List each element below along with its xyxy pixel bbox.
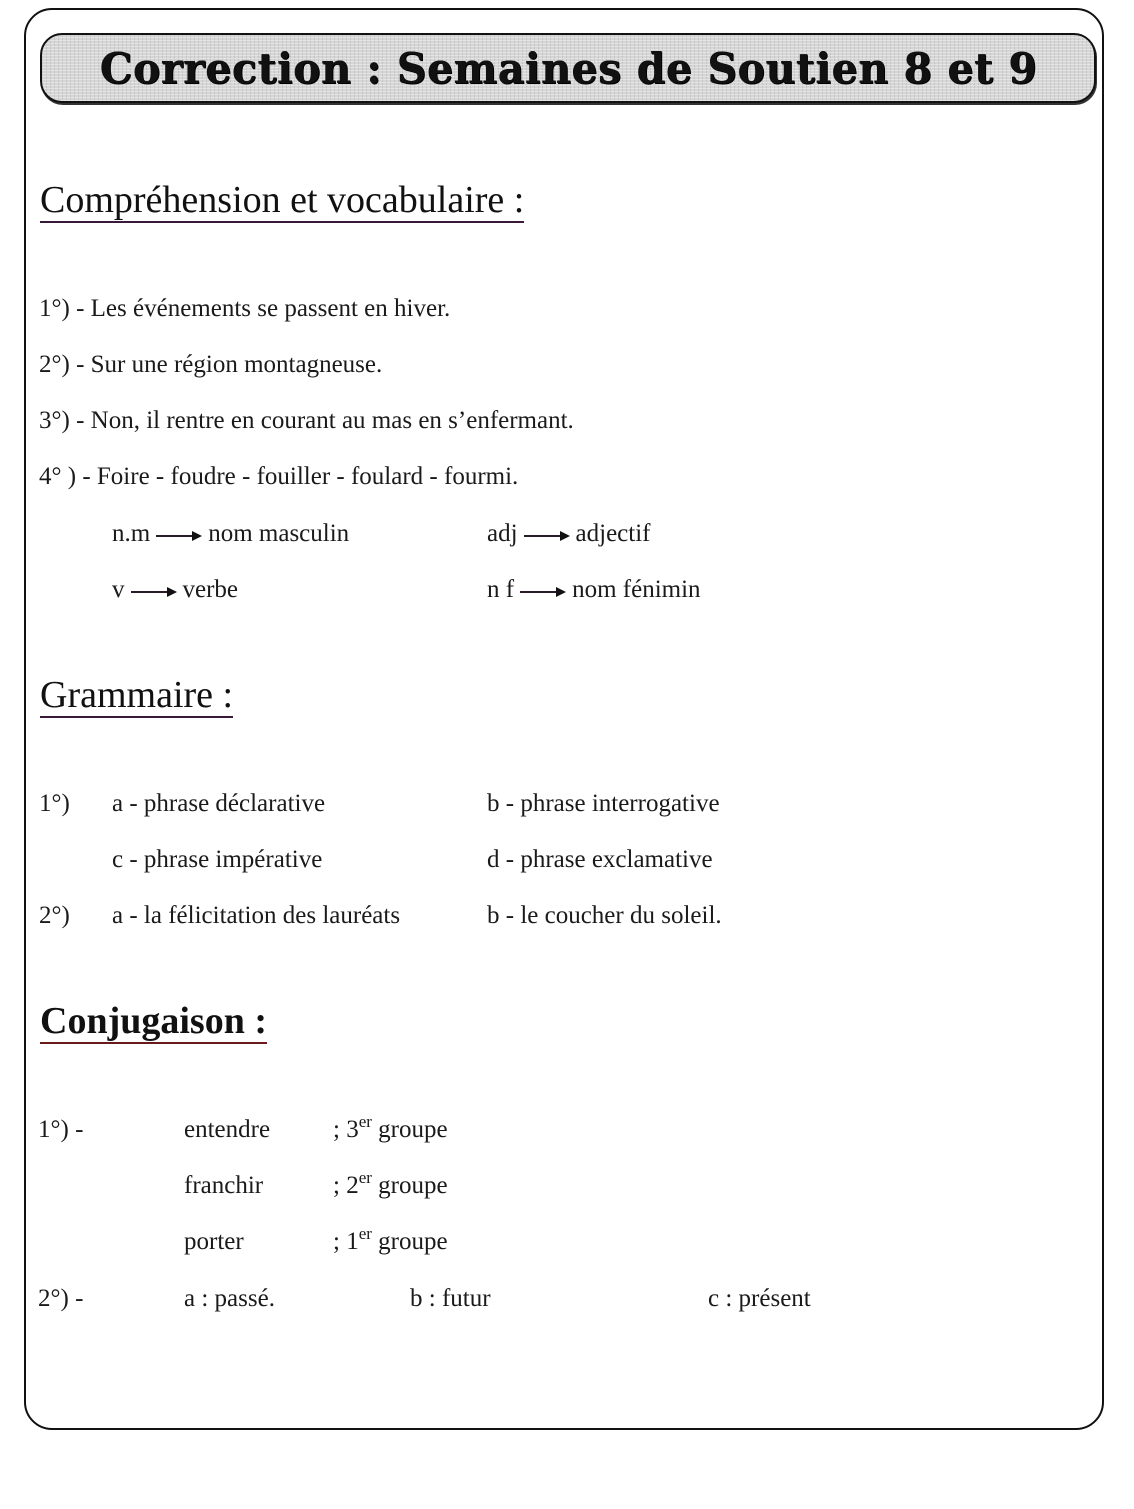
- answer-number: 3°) -: [39, 407, 85, 434]
- verb-porter: porter: [184, 1228, 244, 1255]
- abbreviation-nm: [112, 521, 349, 546]
- verb-group-porter: [333, 1224, 448, 1255]
- group-ordinal: er: [358, 1224, 372, 1243]
- answer-1: [39, 296, 450, 321]
- abbreviation: n.m: [112, 520, 151, 547]
- tense-b: b : futur: [410, 1285, 491, 1312]
- page-title: Correction : Semaines de Soutien 8 et 9: [99, 43, 1037, 93]
- abbreviation: adj: [487, 520, 518, 547]
- grammar-q2-number: 2°): [39, 902, 70, 929]
- verb-group-franchir: [333, 1168, 448, 1199]
- abbreviation-meaning: nom masculin: [208, 520, 350, 547]
- abbreviation-nf: [487, 577, 701, 602]
- group-number: ; 3: [333, 1116, 359, 1143]
- abbreviation-meaning: adjectif: [575, 520, 651, 547]
- answer-number: 4° ) -: [39, 463, 91, 490]
- answer-number: 1°) -: [39, 295, 85, 322]
- answer-text: Les événements se passent en hiver.: [90, 295, 451, 322]
- abbreviation-meaning: verbe: [182, 576, 239, 603]
- verb-franchir: franchir: [184, 1172, 264, 1199]
- grammar-q1-number: 1°): [39, 790, 70, 817]
- answer-text: Non, il rentre en courant au mas en s’enfermant.: [90, 407, 574, 434]
- title-banner: [40, 33, 1096, 103]
- abbreviation: v: [112, 576, 125, 603]
- group-label: groupe: [371, 1172, 448, 1199]
- heading-grammaire: Grammaire :: [40, 674, 234, 716]
- abbreviation-adj: [487, 521, 651, 546]
- abbreviation-meaning: nom fénimin: [572, 576, 701, 603]
- conjugation-q1-number: 1°) -: [38, 1116, 84, 1143]
- right-arrow-icon: [524, 530, 570, 540]
- conjugation-q2-number: 2°) -: [38, 1285, 84, 1312]
- tense-c: c : présent: [708, 1285, 811, 1312]
- grammar-q1-d: d - phrase exclamative: [487, 846, 713, 873]
- group-number: ; 2: [333, 1172, 359, 1199]
- group-label: groupe: [371, 1228, 448, 1255]
- tense-a: a : passé.: [184, 1285, 275, 1312]
- abbreviation-v: [112, 577, 238, 602]
- grammar-q1-b: b - phrase interrogative: [487, 790, 720, 817]
- heading-comprehension: Compréhension et vocabulaire :: [40, 179, 525, 221]
- right-arrow-icon: [520, 586, 566, 596]
- answer-3: [39, 408, 574, 433]
- grammar-q2-b: b - le coucher du soleil.: [487, 902, 722, 929]
- group-number: ; 1: [333, 1228, 359, 1255]
- verb-entendre: entendre: [184, 1116, 271, 1143]
- answer-text: Foire - foudre - fouiller - foulard - fourmi.: [96, 463, 519, 490]
- heading-conjugaison: Conjugaison :: [40, 1000, 267, 1042]
- group-ordinal: er: [358, 1168, 372, 1187]
- group-ordinal: er: [358, 1112, 372, 1131]
- right-arrow-icon: [156, 530, 202, 540]
- answer-text: Sur une région montagneuse.: [90, 351, 383, 378]
- grammar-q1-a: a - phrase déclarative: [112, 790, 326, 817]
- group-label: groupe: [371, 1116, 448, 1143]
- abbreviation: n f: [487, 576, 515, 603]
- answer-number: 2°) -: [39, 351, 85, 378]
- grammar-q1-c: c - phrase impérative: [112, 846, 323, 873]
- answer-2: [39, 352, 382, 377]
- verb-group-entendre: [333, 1112, 448, 1143]
- grammar-q2-a: a - la félicitation des lauréats: [112, 902, 401, 929]
- answer-4: [39, 464, 518, 489]
- right-arrow-icon: [131, 586, 177, 596]
